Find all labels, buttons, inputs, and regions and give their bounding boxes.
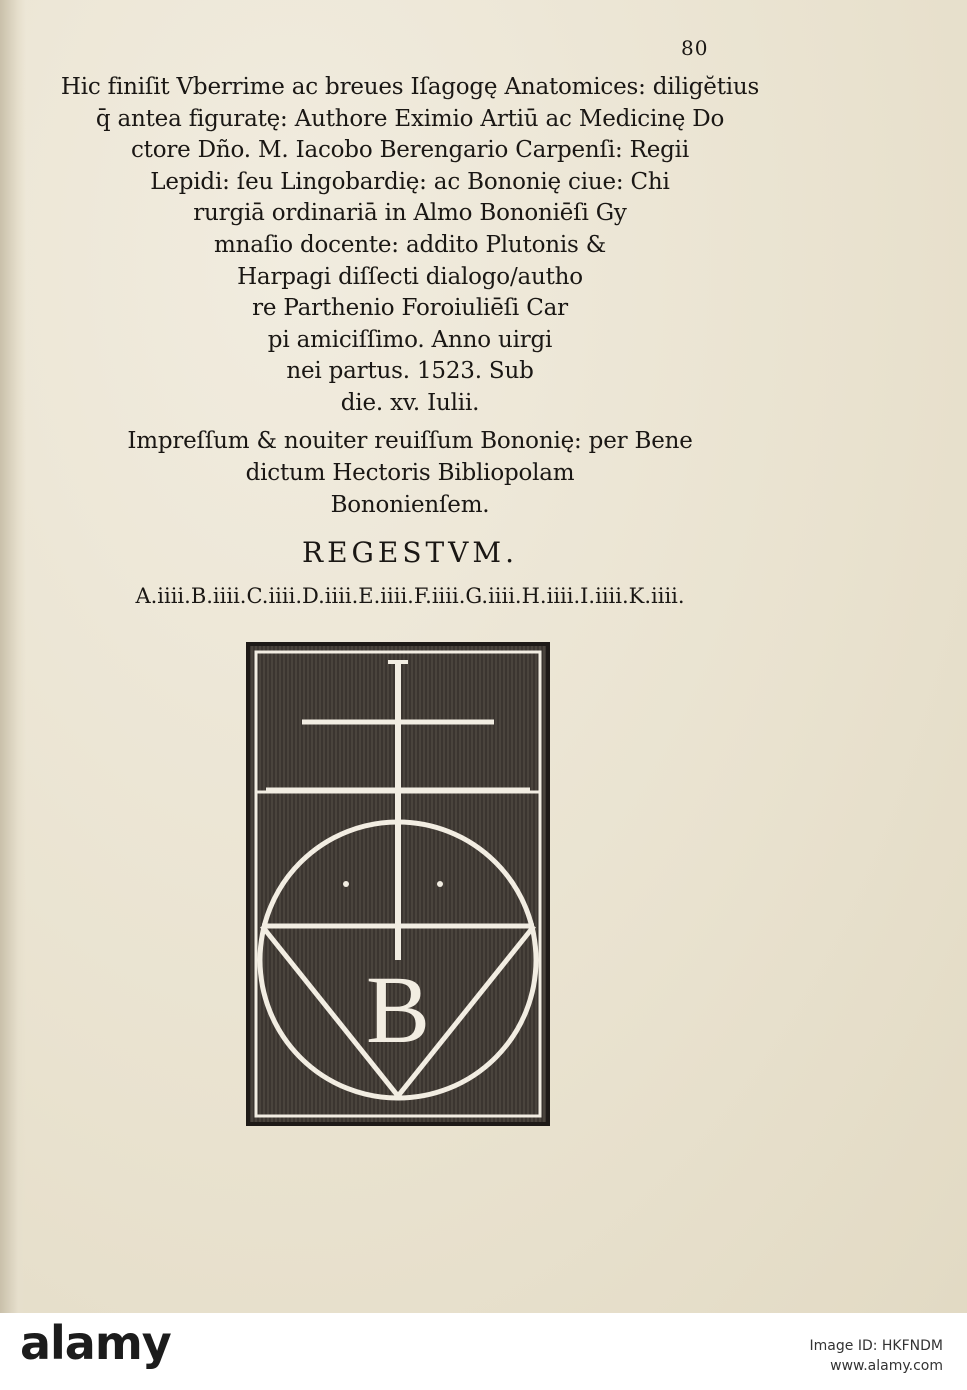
colophon-line: die. xv. Iulii.: [340, 389, 480, 416]
folio-number: 80: [681, 36, 709, 60]
register-signatures: A.iiii.B.iiii.C.iiii.D.iiii.E.iiii.F.iiii.G.iiii.H.iiii.I.iiii.K.iiii.: [135, 584, 685, 608]
colophon-line: Lepidi: ſeu Lingobardię: ac Bononię ciue: Chi: [150, 168, 670, 195]
orb-dot-right: [437, 881, 443, 887]
colophon-line: ctore Dño. M. Iacobo Berengario Carpenſi: Regii: [130, 137, 689, 164]
device-initial: B: [365, 956, 431, 1063]
alamy-logo: alamy: [20, 1316, 171, 1370]
register-heading: REGESTVM.: [302, 536, 518, 569]
colophon-line: q̄ antea figuratę: Authore Eximio Artiū ac Medicinę Do: [95, 105, 725, 132]
imprint-line: Bononienſem.: [330, 492, 490, 518]
colophon-line: Hic finiſit Vberrime ac breues Iſagogę Anatomices: diligĕtius: [60, 74, 760, 100]
colophon-line: mnaſio docente: addito Plutonis &: [214, 231, 606, 258]
orb-dot-left: [343, 881, 349, 887]
stock-image-info: [810, 1336, 943, 1376]
colophon-line: pi amiciſſimo. Anno uirgi: [267, 326, 553, 353]
stock-url: www.alamy.com: [830, 1358, 943, 1374]
colophon-text: [60, 72, 760, 420]
imprint-line: dictum Hectoris Bibliopolam: [245, 460, 575, 486]
printers-device-woodcut: [246, 642, 550, 1126]
imprint-line: Impreſſum & nouiter reuiſſum Bononię: per Bene: [127, 428, 693, 454]
colophon-line: rurgiā ordinariā in Almo Bononiēſi Gy: [193, 200, 627, 227]
image-id: Image ID: HKFNDM: [809, 1338, 943, 1354]
imprint-text: [60, 425, 760, 521]
colophon-line: Harpagi diſſecti dialogo/autho: [237, 263, 583, 290]
colophon-line: re Parthenio Foroiuliēſi Car: [252, 295, 568, 322]
colophon-line: nei partus. 1523. Sub: [286, 358, 534, 385]
page-gutter: [0, 0, 26, 1313]
